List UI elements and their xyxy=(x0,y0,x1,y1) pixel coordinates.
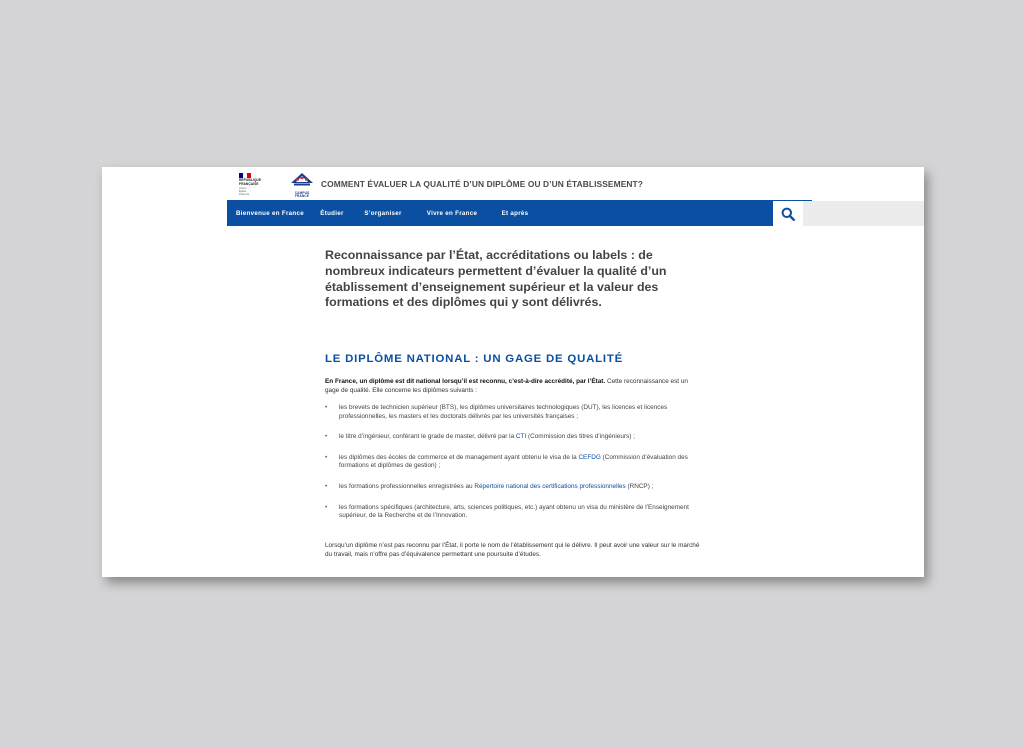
cti-link[interactable]: CTI xyxy=(515,433,527,441)
republique-francaise-logo[interactable] xyxy=(239,173,265,197)
list-item: • les formations professionnelles enregistrées au Répertoire national des certifications professionnelles (RNCP) ; xyxy=(325,483,705,492)
campus-france-emblem-icon xyxy=(291,173,313,187)
page-title: COMMENT ÉVALUER LA QUALITÉ D’UN DIPLÔME OU D’UN ÉTABLISSEMENT? xyxy=(321,179,643,189)
nav-item-sorganiser[interactable]: S’organiser xyxy=(364,210,402,217)
section-title: LE DIPLÔME NATIONAL : UN GAGE DE QUALITÉ xyxy=(325,353,623,365)
lead-paragraph: Reconnaissance par l’État, accréditations ou labels : de nombreux indicateurs permettent d’évaluer la qualité d’un établissement d’enseignement supérieur et la valeur des formations et des diplômes qui y sont délivrés. xyxy=(325,248,667,310)
cf-logo-line-1: CAMPUS xyxy=(294,191,310,195)
rf-logo-motto: Liberté Égalité Fraternité xyxy=(239,187,250,197)
main-nav xyxy=(227,201,773,226)
nav-item-vivre-en-france[interactable]: Vivre en France xyxy=(426,210,478,217)
search-bar-area[interactable] xyxy=(803,201,924,226)
diploma-list xyxy=(325,404,705,521)
site-header xyxy=(102,167,924,201)
list-item: • les brevets de technicien supérieur (BTS), les diplômes universitaires technologiques (DUT), les licences et licences professionnelles, les masters et les doctorats délivrés par les universités françaises ; xyxy=(325,404,705,421)
nav-item-et-apres[interactable]: Et après xyxy=(501,210,529,217)
nav-left-spacer xyxy=(102,201,227,226)
intro-paragraph xyxy=(325,378,695,395)
intro-bold: En France, un diplôme est dit national lorsqu’il est reconnu, c’est-à-dire accrédité, par l’État. xyxy=(325,378,606,385)
search-icon xyxy=(781,207,795,221)
nav-item-etudier[interactable]: Étudier xyxy=(320,210,344,217)
outro-paragraph: Lorsqu’un diplôme n’est pas reconnu par l’État, il porte le nom de l’établissement qui le délivre. Il peut avoir une valeur sur le marché du travail, mais n’offre pas d’équivalence permettant une poursuite d’études. xyxy=(325,542,700,558)
cf-logo-line-2: FRANCE xyxy=(295,194,309,199)
rf-logo-line-1: RÉPUBLIQUE xyxy=(239,178,262,182)
rncp-link[interactable]: Répertoire national des certifications professionnelles xyxy=(474,482,626,490)
intro-rest: Cette reconnaissance est un gage de qualité. Elle concerne les diplômes suivants : xyxy=(325,378,688,394)
rf-logo-line-2: FRANÇAISE xyxy=(239,181,259,186)
list-item: • les formations spécifiques (architecture, arts, sciences politiques, etc.) ayant obtenu un visa du ministère de l’Enseignement supérieur, de la Recherche et de l’Innovation. xyxy=(325,504,705,521)
list-item: • les diplômes des écoles de commerce et de management ayant obtenu le visa de la CEFDG (Commission d’évaluation des formations et diplômes de gestion) ; xyxy=(325,454,705,471)
list-item: • le titre d’ingénieur, conférant le grade de master, délivré par la CTI (Commission des titres d’ingénieurs) ; xyxy=(325,433,705,442)
search-button[interactable] xyxy=(773,201,803,226)
browser-page xyxy=(102,167,924,577)
nav-item-bienvenue[interactable]: Bienvenue en France xyxy=(236,210,304,217)
cefdg-link[interactable]: CEFDG xyxy=(578,453,601,461)
campus-france-logo[interactable] xyxy=(291,173,313,197)
